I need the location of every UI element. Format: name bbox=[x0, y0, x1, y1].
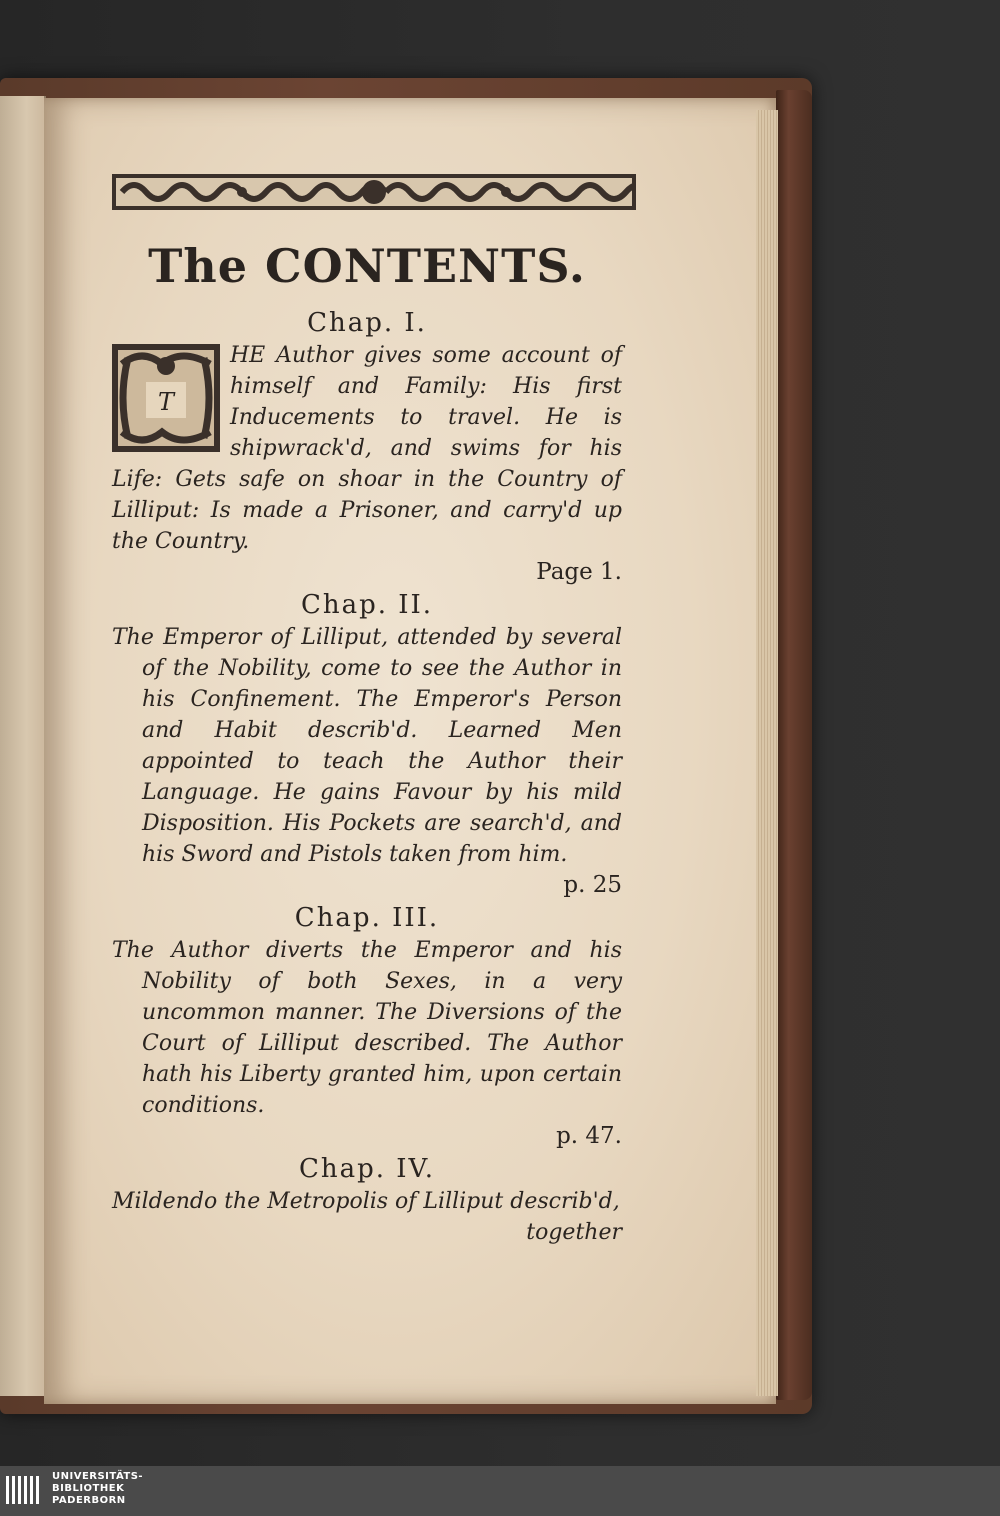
page-fore-edge bbox=[756, 110, 778, 1396]
chapter-heading: Chap. III. bbox=[294, 903, 440, 933]
page-reference: Page 1. bbox=[536, 559, 622, 585]
ornamental-headpiece bbox=[112, 172, 636, 212]
chapter-summary: The Author diverts the Emperor and his Nobility of both Sexes, in a very uncommon manner. The Diversions of the Court of Lilliput described. The Author hath his Liberty granted him, upon certain conditions. bbox=[112, 938, 622, 1118]
chapter-summary: Mildendo the Metropolis of Lilliput describ'd, bbox=[112, 1189, 620, 1214]
dropcap-ornament-icon bbox=[112, 344, 220, 452]
library-name-line: PADERBORN bbox=[52, 1495, 126, 1506]
chapter-heading: Chap. II. bbox=[300, 590, 434, 620]
page-title: The CONTENTS. bbox=[148, 239, 586, 293]
page-reference: p. 47. bbox=[556, 1123, 622, 1149]
page-reference: p. 25 bbox=[563, 872, 622, 898]
dropcap-letter: T bbox=[157, 388, 175, 416]
library-name bbox=[52, 1471, 143, 1507]
ornamental-dropcap bbox=[112, 344, 220, 452]
contents-column bbox=[112, 236, 622, 1248]
library-name-line: UNIVERSITÄTS- bbox=[52, 1471, 144, 1482]
chapter-summary: The Emperor of Lilliput, attended by several of the Nobility, come to see the Author in his Confinement. The Emperor's Person and Habit describ'd. Learned Men appointed to teach the Author their Language. He gains Favour by his mild Disposition. His Pockets are search'd, and his Sword and Pistols taken from him. bbox=[112, 625, 622, 867]
chapter-heading: Chap. IV. bbox=[298, 1154, 436, 1184]
facing-page-edge bbox=[0, 96, 46, 1396]
book-spine-edge bbox=[776, 90, 812, 1400]
chapter-summary: HE Author gives some account of himself and Family: His first Inducements to travel. He is shipwrack'd, and swims for his Life: Gets safe on shoar in the Country of Lilliput: Is made a Prisoner, and carry'd up the Country. bbox=[112, 343, 622, 554]
chapter-heading: Chap. I. bbox=[307, 308, 427, 338]
chapter-entry bbox=[112, 340, 622, 588]
library-name-line: BIBLIOTHEK bbox=[52, 1483, 125, 1494]
library-logo-icon bbox=[4, 1472, 44, 1508]
catchword: together bbox=[526, 1220, 622, 1245]
library-footer bbox=[0, 1466, 1000, 1516]
